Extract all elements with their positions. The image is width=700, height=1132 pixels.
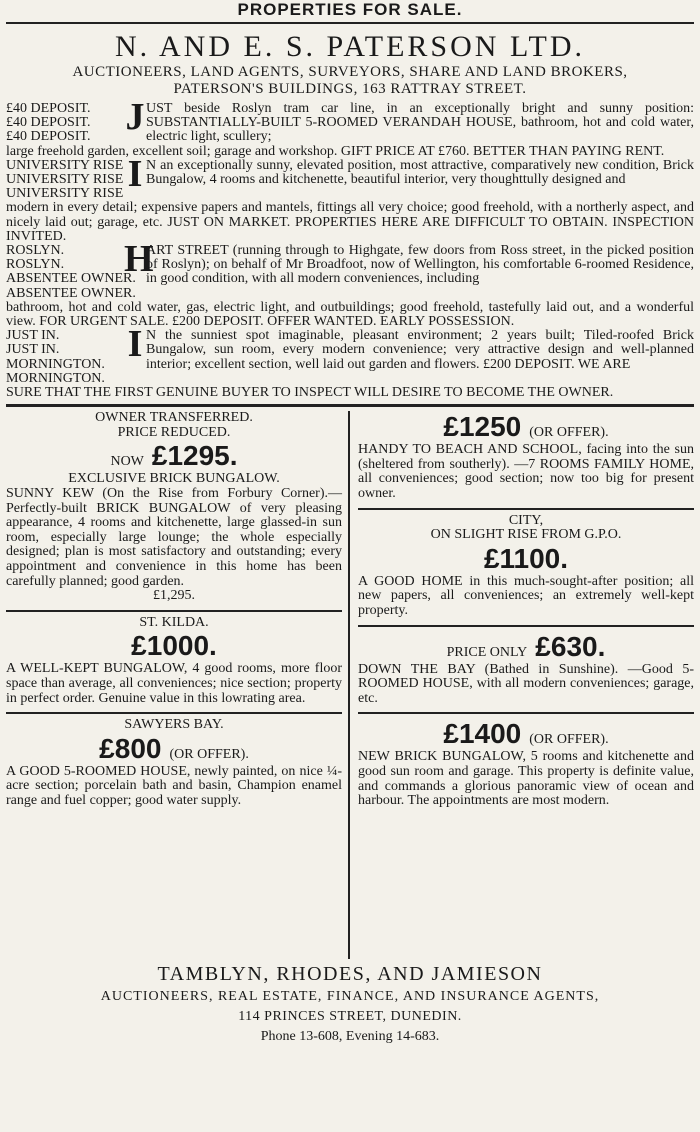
ad-heading: CITY, [508,512,544,528]
tamblyn-firm-name: TAMBLYN, RHODES, AND JAMIESON [157,963,543,986]
listing-body-text: bathroom, hot and cold water, gas, electric light, and outbuildings; good freehold, tastefully laid out, and a wonderful view. FOR URGENT SALE. £200 DEPOSIT. OFFER WANTED. EARLY POSSESSION. [6,299,694,330]
listing-label: JUST IN. [6,342,60,358]
tamblyn-phone: Phone 13-608, Evening 14-683. [260,1029,440,1045]
ad-rule [358,625,694,627]
drop-capital: I [127,323,143,366]
ad-subheading: EXCLUSIVE BRICK BUNGALOW. [68,471,280,487]
drop-capital: H [124,238,154,281]
ad-body: DOWN THE BAY (Bathed in Sunshine). —Good 5-ROOMED HOUSE, with all modern conveniences; garage, etc. [358,661,694,706]
ad-offer: (OR OFFER). [529,425,609,441]
ad-body: A GOOD 5-ROOMED HOUSE, newly painted, on nice ¼-acre section; porcelain bath and basin, Champion enamel range and fuel copper; good water supply. [6,763,342,808]
ad-body: SUNNY KEW (On the Rise from Forbury Corner).—Perfectly-built BRICK BUNGALOW of very pleasing appearance, 4 rooms and kitchenette, large glassed-in sun room, especially large lounge; the whole especially designed; plan is most satisfactory and outstanding; every appointment and convenience in this home has been carefully planned; good garden. [6,486,342,589]
listing-body-text: large freehold garden, excellent soil; garage and workshop. GIFT PRICE AT £760. BETTER THAN PAYING RENT. [6,143,665,159]
listing-body-text: SURE THAT THE FIRST GENUINE BUYER TO INSPECT WILL DESIRE TO BECOME THE OWNER. [6,385,614,401]
ad-st-kilda [6,616,342,706]
listing-mornington [6,323,694,401]
paterson-firm-name: N. AND E. S. PATERSON LTD. [114,30,586,63]
ad-price: £1295. [151,440,238,472]
paterson-services: AUCTIONEERS, LAND AGENTS, SURVEYORS, SHARE AND LAND BROKERS, [72,64,628,80]
listing-label: ROSLYN. [6,243,65,259]
ad-price: £1400 [443,718,522,750]
ad-rule [6,610,342,612]
ad-rule [358,712,694,714]
ad-price: £630. [535,630,606,662]
listing-label: £40 DEPOSIT. [6,129,91,145]
paterson-address: PATERSON'S BUILDINGS, 163 RATTRAY STREET. [173,81,527,97]
top-rule [6,22,694,24]
listing-label: ABSENTEE OWNER. [6,285,136,301]
tamblyn-services: AUCTIONEERS, REAL ESTATE, FINANCE, AND INSURANCE AGENTS, [100,989,600,1005]
left-column [6,411,350,959]
ad-down-the-bay [358,631,694,707]
ad-price-prefix: PRICE ONLY [446,644,528,660]
ad-price-row [358,718,694,750]
listing-hart-street [6,238,694,330]
listing-label: UNIVERSITY RISE [6,157,124,173]
ad-price: £1250 [443,411,522,443]
ad-body: NEW BRICK BUNGALOW, 5 rooms and kitchenette and good sun room and garage. This property is definite value, and commands a glorious panoramic view of ocean and harbour. The appointments are most modern. [358,749,694,809]
listing-label: MORNINGTON. [6,356,105,372]
ad-heading: PRICE REDUCED. [117,424,231,440]
listing-label: £40 DEPOSIT. [6,101,91,116]
listing-body-text: modern in every detail; expensive papers and mantels, fittings all very choice; good freehold, with a northerly aspect, and nicely laid out; garage, etc. JUST ON MARKET. PROPERTIES HERE ARE DIFFICULT TO OBTAIN. INSPECTION INVITED. [6,200,694,244]
listing-label: ROSLYN. [6,257,65,273]
drop-capital: I [127,152,143,195]
ad-price: £1000. [131,630,217,662]
listing-lead-text: UST beside Roslyn tram car line, in an exceptionally bright and sunny position: SUBSTANTIALLY-BUILT 5-ROOMED VERANDAH HOUSE, bathroom, hot and cold water, electric light, scullery; [146,101,694,145]
ad-offer: (OR OFFER). [169,746,249,762]
ad-price: £1100. [483,542,569,574]
ad-beach-school [358,411,694,501]
listing-lead-text: N an exceptionally sunny, elevated position, most attractive, comparatively new condition, Brick Bungalow, 4 rooms and kitchenette, beautiful interior, very thoughttully designed and [146,157,694,188]
ad-rule [6,712,342,714]
ad-city-gpo [358,514,694,619]
listing-labels [6,102,124,145]
ad-price-prefix: NOW [110,454,144,470]
listing-label: UNIVERSITY RISE [6,172,124,188]
two-column-adverts [6,411,694,959]
ad-heading: SAWYERS BAY. [124,717,224,733]
right-column [350,411,694,959]
ad-body: A GOOD HOME in this much-sought-after position; all new papers, all conveniences; an extremely well-kept property. [358,573,694,619]
listing-label: ABSENTEE OWNER. [6,271,136,287]
listing-lead-text: N the sunniest spot imaginable, pleasant environment; 2 years built; Tiled-roofed Brick Bungalow, sun room, every modern convenience; very attractive design and well-planned interior; excellent section, well laid out garden and flowers. £200 DEPOSIT. WE ARE [146,328,694,372]
ad-body: A WELL-KEPT BUNGALOW, 4 good rooms, more floor space than average, all conveniences; nice section; property in perfect order. Genuine value in this lowrating area. [6,661,342,706]
listing-roslyn-tram [6,96,694,159]
ad-body: HANDY TO BEACH AND SCHOOL, facing into the sun (sheltered from southerly). —7 ROOMS FAMILY HOME, all conveniences; good section; now too big for present owner. [358,442,694,502]
ad-heading: ON SLIGHT RISE FROM G.P.O. [430,527,622,543]
ad-offer: (OR OFFER). [529,732,609,748]
ad-rule [358,508,694,510]
listing-label: MORNINGTON. [6,370,105,386]
ad-price-row [358,631,694,663]
listing-labels [6,329,124,386]
ad-price: £800 [99,732,162,764]
ad-heading: OWNER TRANSFERRED. [95,410,253,426]
listing-label: £40 DEPOSIT. [6,115,91,131]
listing-label: UNIVERSITY RISE [6,186,124,202]
tamblyn-advert [6,961,694,1047]
ad-price-row [6,733,342,765]
listing-university-rise [6,152,694,244]
listing-lead-text: ART STREET (running through to Highgate, few doors from Ross street, in the picked position of Roslyn); on behalf of Mr Broadfoot, now of Wellington, his comfortable 6-roomed Residence, in good condition, with all modern conveniences, including [146,243,694,287]
ad-sunny-kew [6,411,342,604]
section-rule [6,404,694,407]
paterson-advert [6,30,694,400]
listing-labels [6,243,136,301]
section-heading: PROPERTIES FOR SALE. [237,0,463,19]
listing-labels [6,159,124,202]
tamblyn-address: 114 PRINCES STREET, DUNEDIN. [238,1009,462,1025]
ad-heading: ST. KILDA. [139,614,209,630]
ad-sawyers-bay [6,718,342,808]
ad-price-row [6,440,342,472]
ad-new-brick-bungalow [358,718,694,808]
listing-label: JUST IN. [6,328,60,344]
ad-price-row [358,411,694,443]
drop-capital: J [125,96,145,138]
ad-price-footer: £1,295. [153,588,195,604]
